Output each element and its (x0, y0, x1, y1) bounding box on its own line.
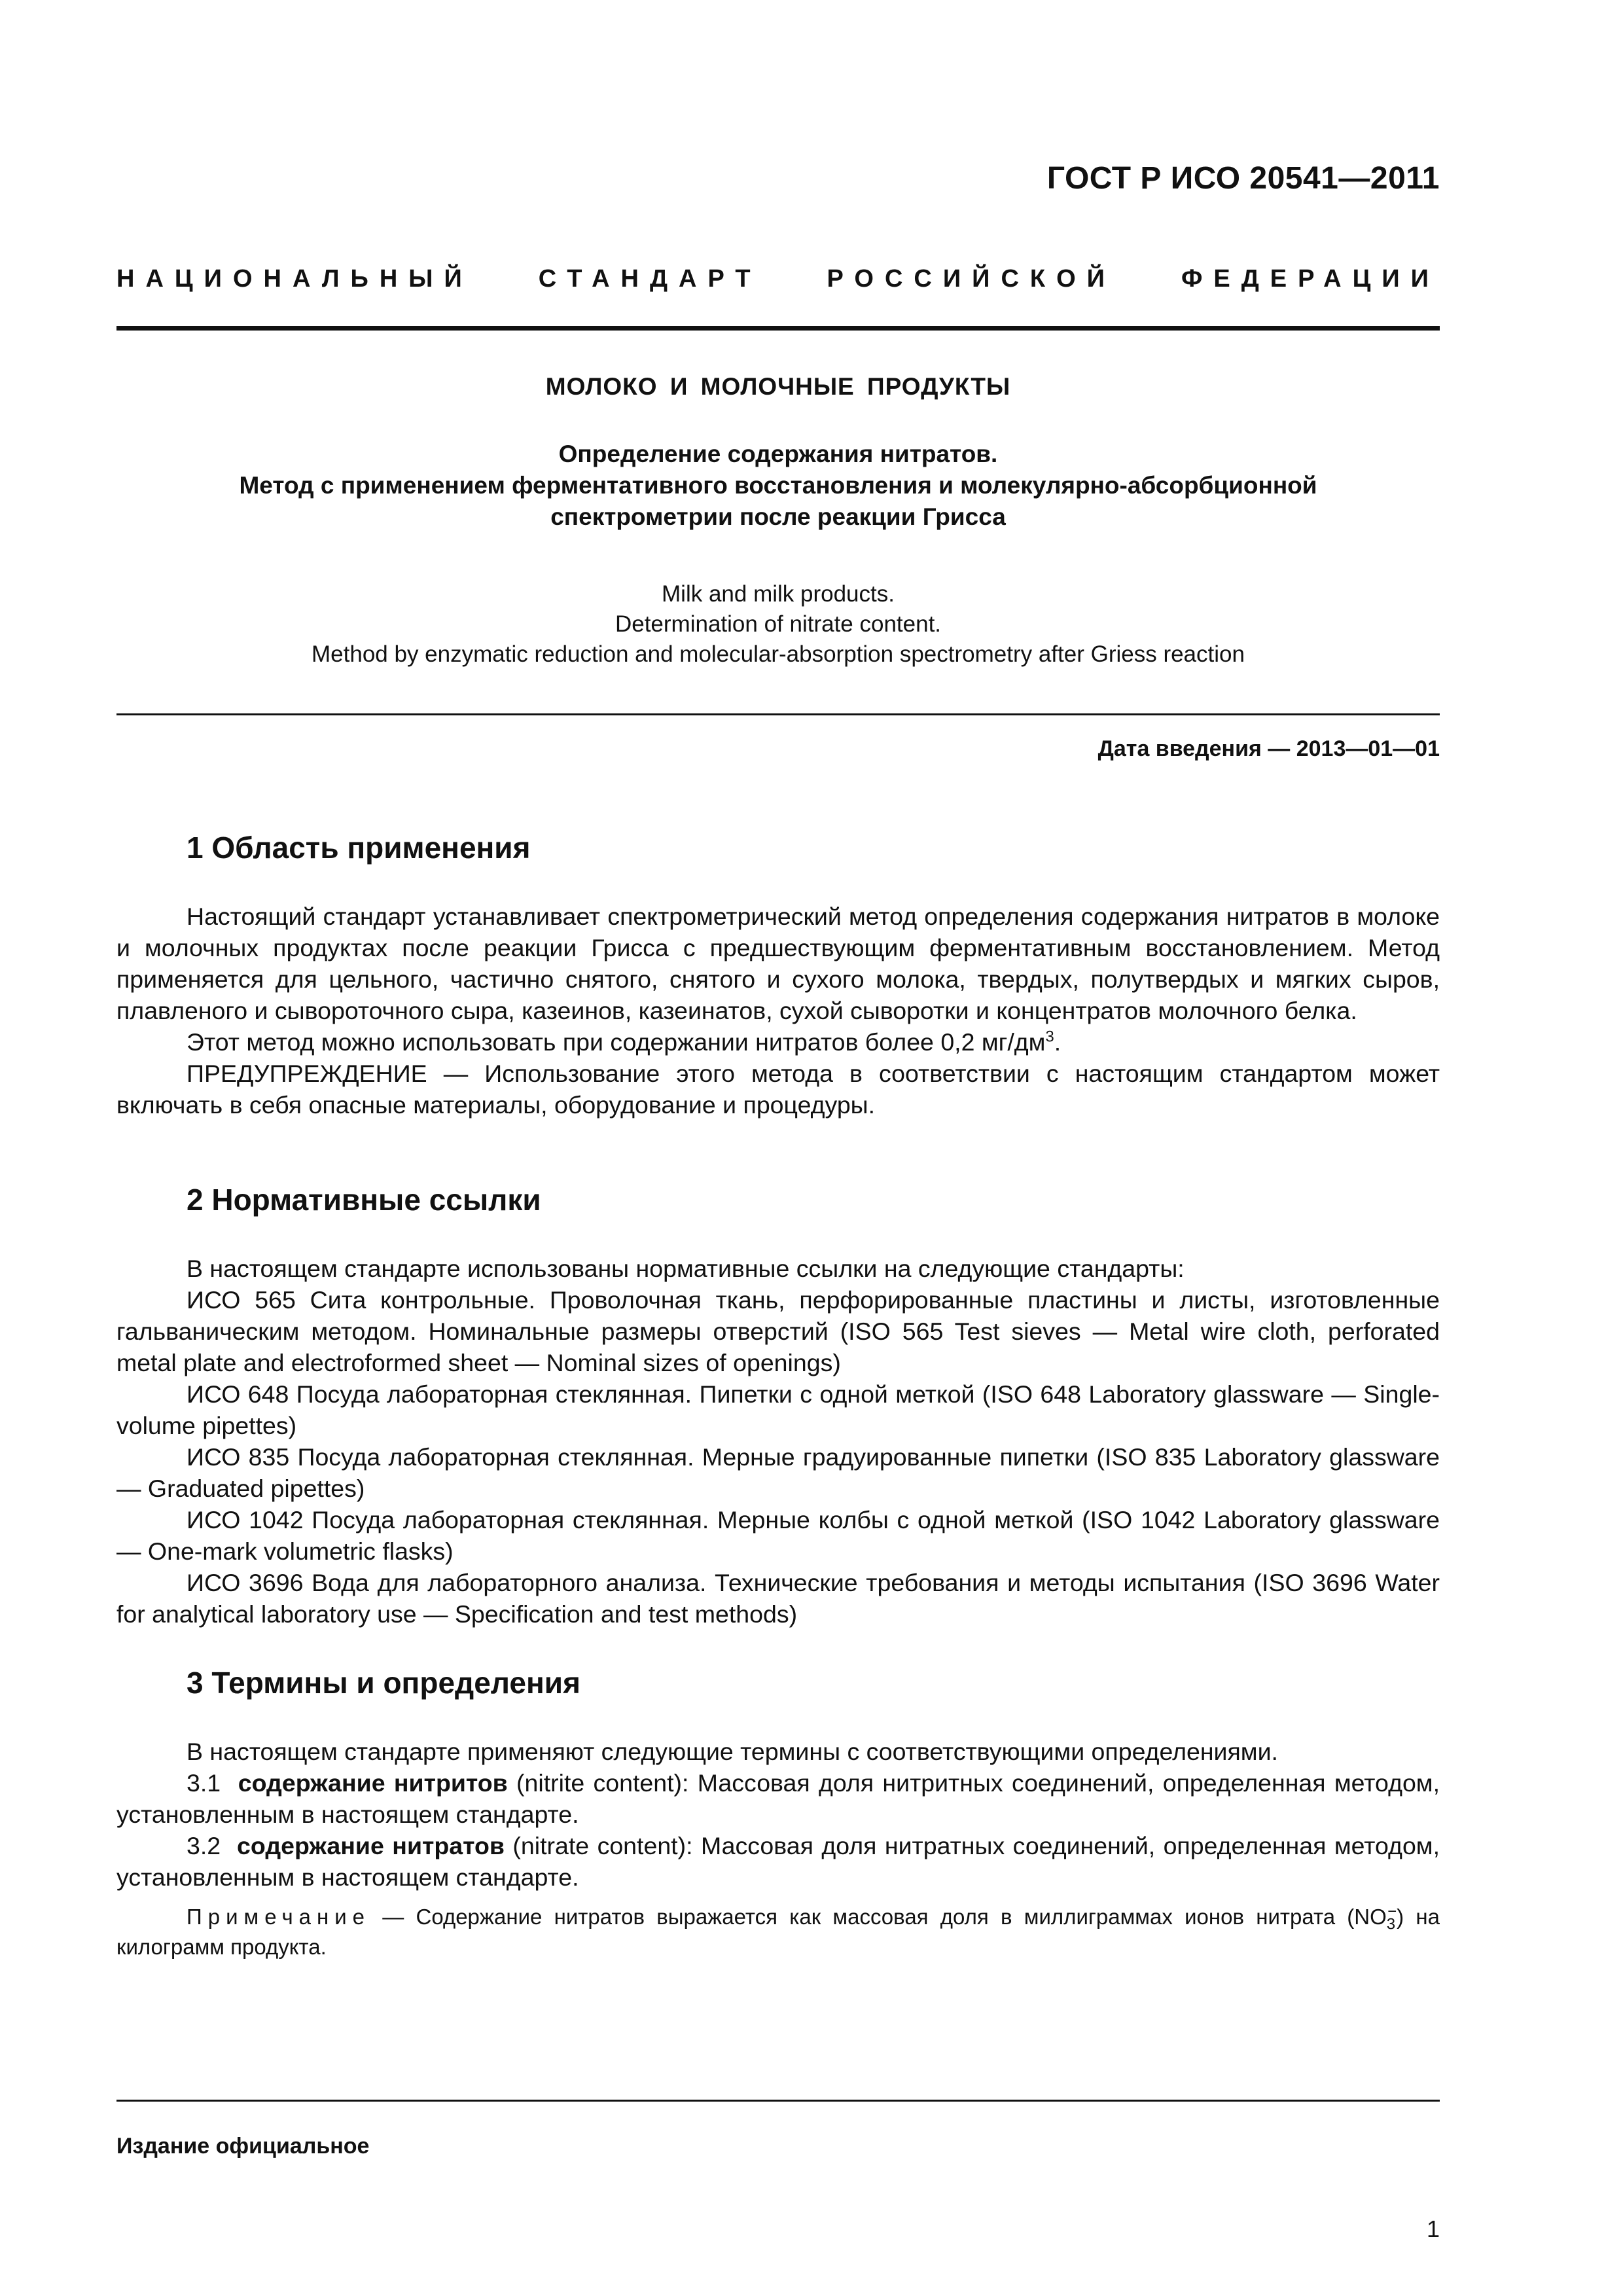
section-heading: 1 Область применения (187, 831, 531, 865)
reference-item: ИСО 835 Посуда лабораторная стеклянная. Мерные градуированные пипетки (ISO 835 Laboratory glassware — Graduated pipettes) (116, 1443, 1440, 1502)
section-heading: 2 Нормативные ссылки (187, 1183, 541, 1217)
english-title (116, 579, 1440, 670)
section-body (116, 1253, 1440, 1630)
banner-word: РОССИЙСКОЙ (827, 265, 1116, 293)
section-body (116, 901, 1440, 1121)
document-subtitle (116, 439, 1440, 533)
page-number: 1 (1426, 2215, 1440, 2242)
term-definition: 3.2 содержание нитратов (nitrate content): Массовая доля нитратных соединений, определенная методом, установленным в настоящем стандарте. (116, 1832, 1440, 1891)
reference-item: ИСО 1042 Посуда лабораторная стеклянная. Мерные колбы с одной меткой (ISO 1042 Laboratory glassware — One-mark volumetric flasks) (116, 1506, 1440, 1565)
banner-word: НАЦИОНАЛЬНЫЙ (116, 265, 473, 293)
reference-item: ИСО 648 Посуда лабораторная стеклянная. Пипетки с одной меткой (ISO 648 Laboratory glassware — Single-volume pipettes) (116, 1380, 1440, 1439)
paragraph: В настоящем стандарте применяют следующие термины с соответствующими определениями. (187, 1738, 1278, 1765)
header-rule (116, 326, 1440, 331)
english-title-line: Method by enzymatic reduction and molecular-absorption spectrometry after Griess reaction (312, 641, 1245, 667)
document-title: МОЛОКО И МОЛОЧНЫЕ ПРОДУКТЫ (545, 373, 1011, 400)
reference-item: ИСО 565 Сита контрольные. Проволочная ткань, перфорированные пластины и листы, изготовленные гальваническим методом. Номинальные размеры отверстий (ISO 565 Test sieves — Metal wire cloth, perforated metal plate and electroformed sheet — Nominal sizes of openings) (116, 1286, 1440, 1376)
subtitle-line: Метод с применением ферментативного восстановления и молекулярно-абсорбционной (239, 472, 1317, 499)
national-standard-banner (116, 265, 1440, 293)
banner-word: ФЕДЕРАЦИИ (1181, 265, 1440, 293)
edition-label: Издание официальное (116, 2134, 370, 2159)
subtitle-line: Определение содержания нитратов. (558, 440, 998, 467)
term-definition: 3.1 содержание нитритов (nitrite content): Массовая доля нитритных соединений, определенная методом, установленным в настоящем стандарте. (116, 1769, 1440, 1828)
footer-rule (116, 2100, 1440, 2102)
paragraph: Настоящий стандарт устанавливает спектрометрический метод определения содержания нитратов в молоке и молочных продуктах после реакции Грисса с предшествующим ферментативным восстановлением. Метод применяется для цельного, частично снятого, снятого и сухого молока, твердых, полутвердых и мягких сыров, плавленого и сывороточного сыра, казеинов, казеинатов, сухой сыворотки и концентратов молочного белка. (116, 903, 1440, 1024)
banner-word: СТАНДАРТ (538, 265, 762, 293)
english-title-line: Milk and milk products. (662, 581, 895, 607)
english-title-line: Determination of nitrate content. (615, 611, 942, 637)
section-body (116, 1736, 1440, 1962)
paragraph: В настоящем стандарте использованы нормативные ссылки на следующие стандарты: (187, 1255, 1185, 1282)
subtitle-line: спектрометрии после реакции Грисса (550, 503, 1006, 530)
title-rule (116, 713, 1440, 715)
paragraph: ПРЕДУПРЕЖДЕНИЕ — Использование этого метода в соответствии с настоящим стандартом может включать в себя опасные материалы, оборудование и процедуры. (116, 1060, 1440, 1119)
section-heading: 3 Термины и определения (187, 1666, 580, 1700)
paragraph: Этот метод можно использовать при содержании нитратов более 0,2 $мг/дм^3$. (187, 1028, 1061, 1056)
introduction-date: Дата введения — 2013—01—01 (1097, 736, 1440, 761)
note: Примечание — Содержание нитратов выражается как массовая доля в миллиграммах ионов нитрата $(NO_3^-)$ на килограмм продукта. (116, 1903, 1440, 1959)
document-code: ГОСТ Р ИСО 20541—2011 (1046, 161, 1440, 196)
reference-item: ИСО 3696 Вода для лабораторного анализа. Технические требования и методы испытания (ISO 3696 Water for analytical laboratory use — Specification and test methods) (116, 1569, 1440, 1628)
